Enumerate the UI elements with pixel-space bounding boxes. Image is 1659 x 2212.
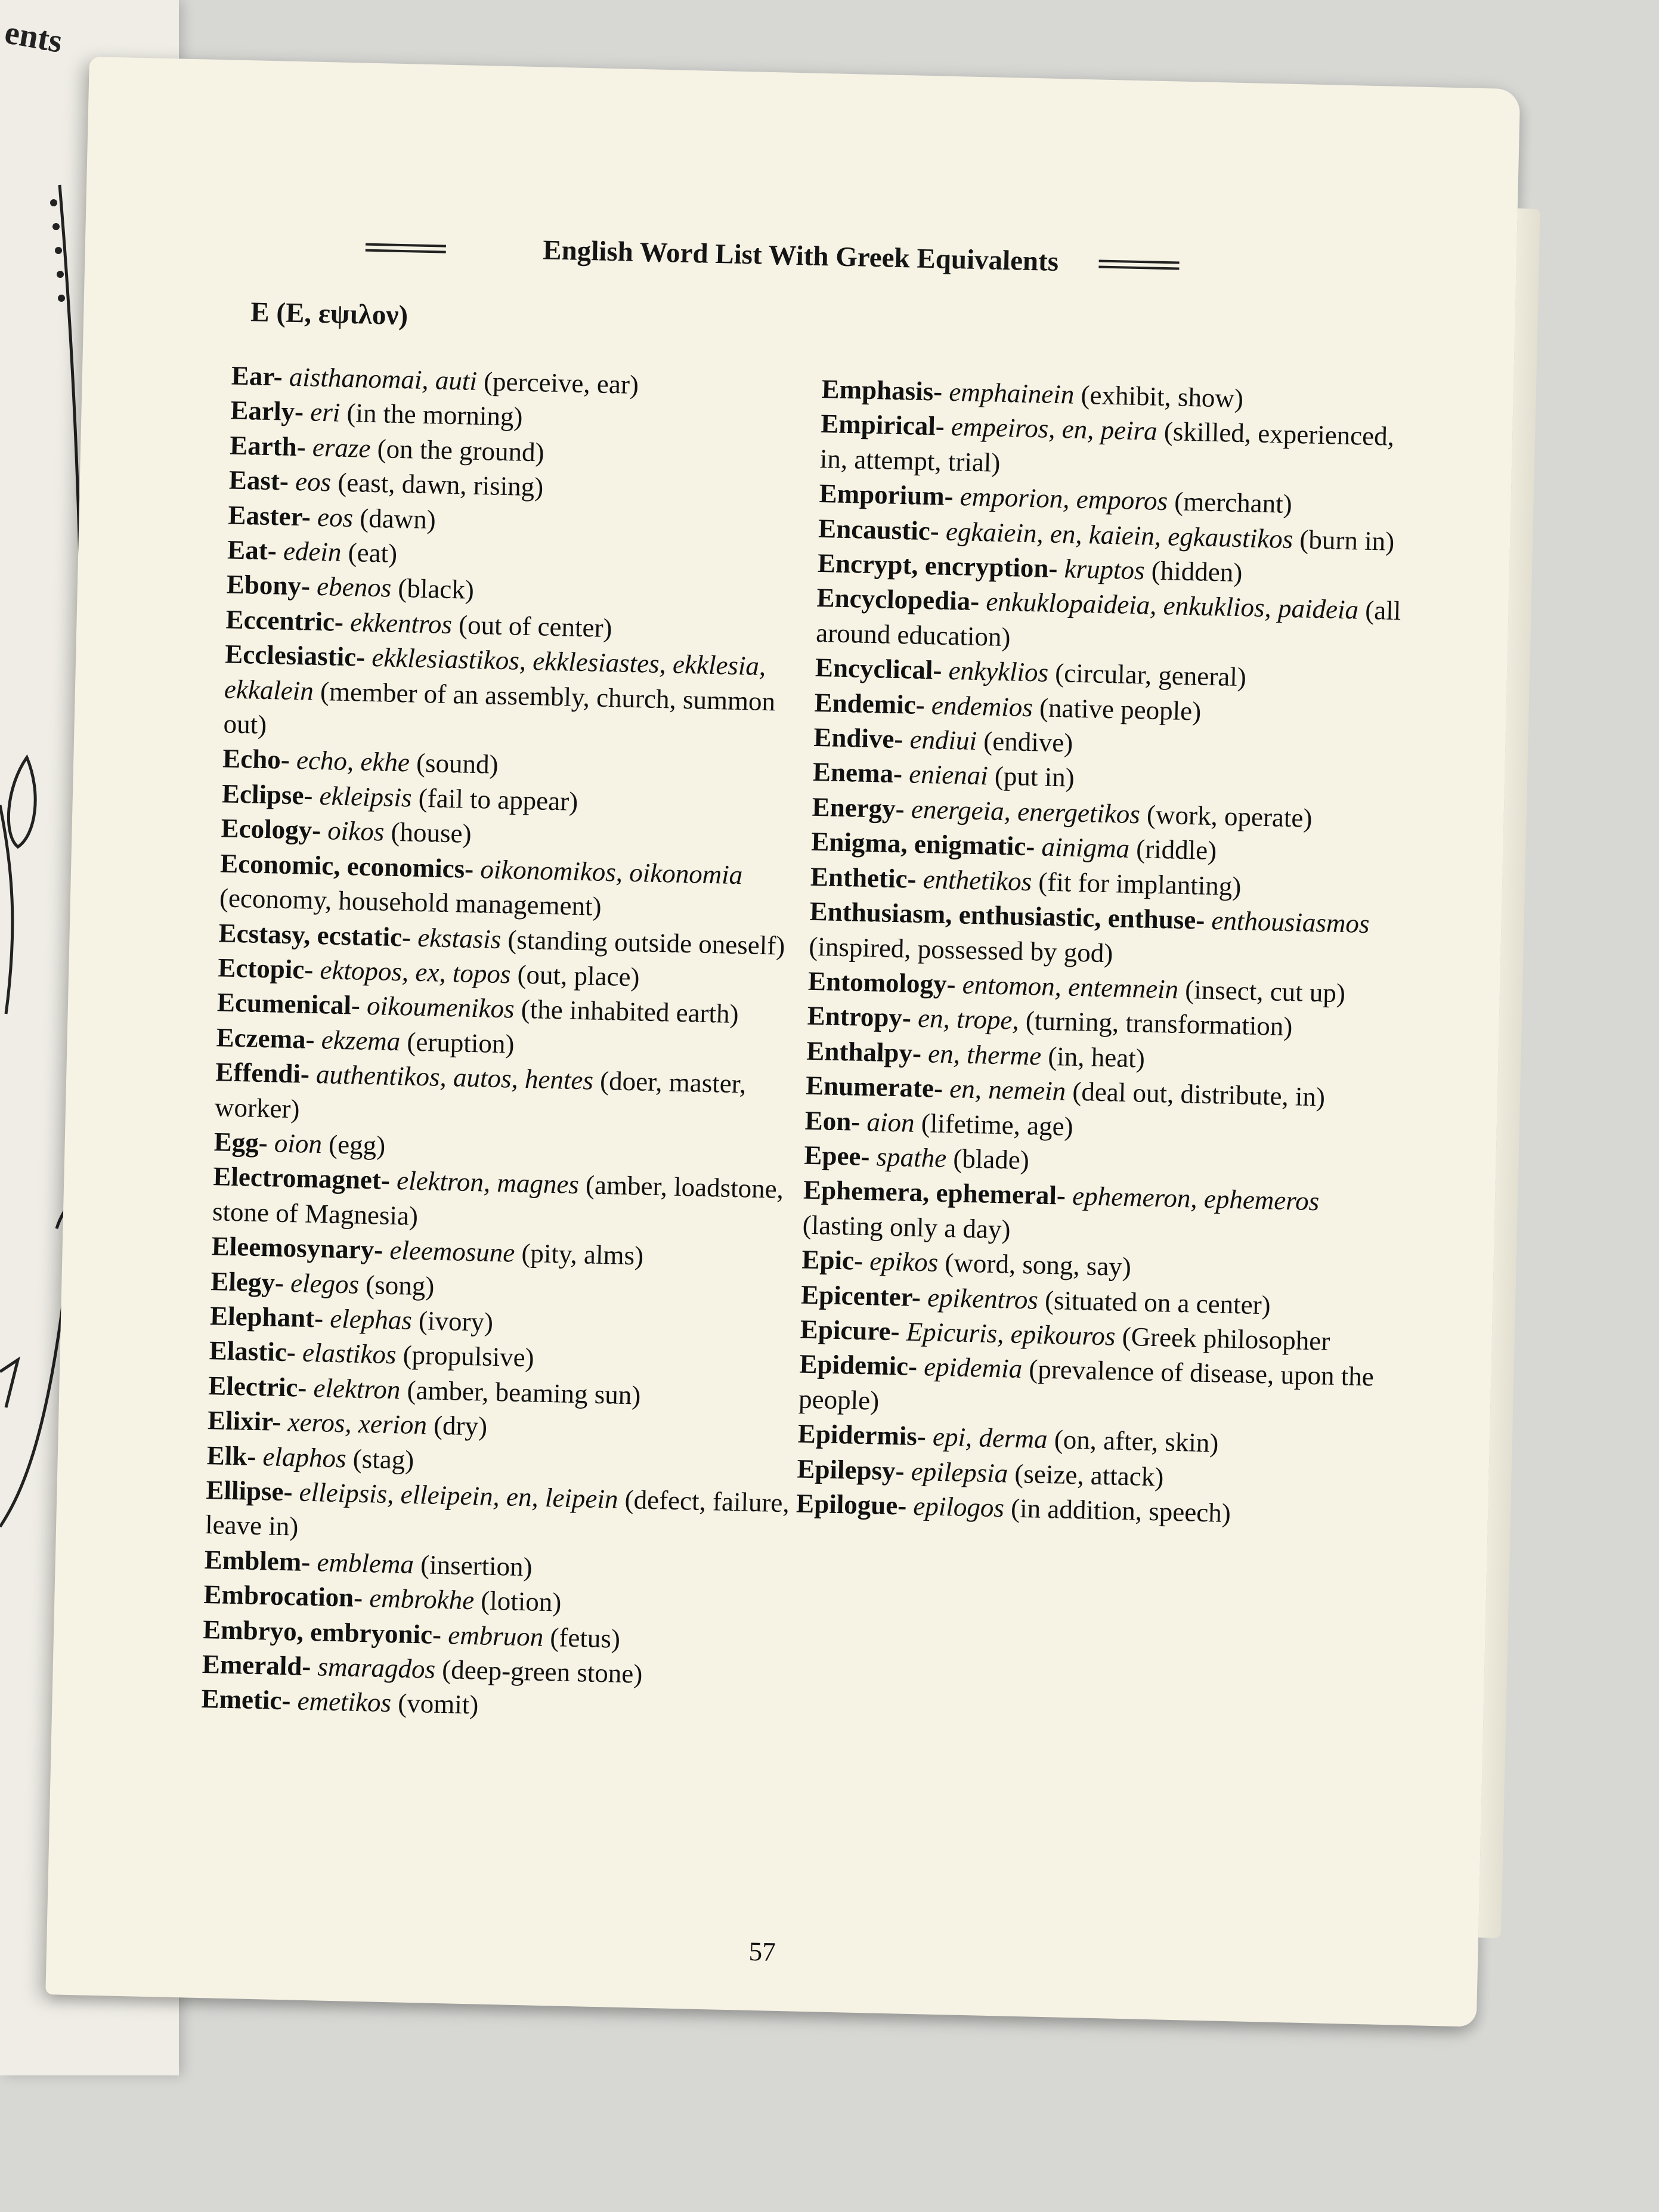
meaning-gloss: (out of center) [458,610,613,643]
greek-equivalent: enthousiasmos [1211,905,1370,939]
english-term: Epidemic- [799,1348,918,1382]
meaning-gloss: (east, dawn, rising) [337,467,544,502]
english-term: Energy- [812,791,905,824]
english-term: Enigma, enigmatic- [810,827,1035,862]
greek-equivalent: epikos [869,1246,939,1277]
greek-equivalent: eleemosune [389,1235,515,1268]
english-term: Entomology- [807,966,957,1000]
english-term: Elastic- [209,1335,296,1368]
greek-equivalent: echo, ekhe [296,745,410,778]
left-page-heading-fragment: ents [2,14,66,60]
greek-equivalent: elleipsis, elleipein, en, leipein [299,1477,619,1514]
meaning-gloss: (vomit) [397,1688,479,1720]
greek-equivalent: emphainein [948,376,1075,410]
meaning-gloss: (eruption) [406,1026,515,1059]
meaning-gloss: (exhibit, show) [1081,379,1244,414]
meaning-gloss: (standing outside oneself) [507,924,785,961]
meaning-gloss: (ivory) [418,1305,494,1337]
english-term: Epilepsy- [797,1453,905,1486]
word-entry [809,894,1406,977]
english-term: Endive- [813,722,903,754]
meaning-gloss: (hidden) [1151,555,1243,588]
greek-equivalent: enkuklopaideia, enkuklios, paideia [985,586,1359,625]
greek-equivalent: ebenos [316,571,392,604]
greek-equivalent: aion [866,1106,915,1138]
meaning-gloss: (work, operate) [1146,799,1313,833]
left-word-column [201,358,828,1730]
greek-equivalent: Epicuris, epikouros [906,1316,1116,1351]
meaning-gloss: (the inhabited earth) [521,994,739,1029]
english-term: Endemic- [814,687,926,720]
english-term: Epee- [803,1140,871,1172]
meaning-gloss: (doer, master, worker) [214,1065,747,1124]
greek-equivalent: emporion, emporos [960,481,1168,516]
greek-equivalent: egkaiein, en, kaiein, egkaustikos [945,516,1293,554]
greek-equivalent: ekzema [321,1024,401,1056]
meaning-gloss: (on, after, skin) [1054,1424,1219,1458]
english-term: Eccentric- [225,604,344,637]
meaning-gloss: (dawn) [359,503,437,534]
word-entry [798,1347,1396,1430]
english-term: Early- [230,395,304,427]
greek-equivalent: en, therme [927,1038,1042,1071]
english-term: Egg- [213,1127,268,1158]
english-term: Electric- [208,1370,307,1403]
greek-equivalent: epilepsia [911,1456,1008,1489]
english-term: Elegy- [210,1266,284,1298]
meaning-gloss: (word, song, say) [944,1248,1132,1282]
right-word-column [796,372,1418,1535]
greek-equivalent: endemios [931,689,1033,722]
english-term: Ephemera, ephemeral- [803,1175,1066,1211]
english-term: Enthusiasm, enthusiastic, enthuse- [809,896,1205,935]
greek-equivalent: elegos [290,1267,360,1300]
page-stack-edge [1478,208,1540,1938]
english-term: Enthetic- [810,861,917,894]
word-entry [214,1054,812,1137]
meaning-gloss: (native people) [1039,692,1202,726]
english-term: Economic, economics- [219,848,474,884]
greek-equivalent: ektopos, ex, topos [320,955,511,989]
meaning-gloss: (propulsive) [403,1339,535,1373]
english-term: Entropy- [807,1001,912,1033]
english-term: Elixir- [207,1405,282,1437]
greek-equivalent: emblema [316,1547,414,1579]
meaning-gloss: (blade) [952,1143,1030,1175]
meaning-gloss: (member of an assembly, church, summon out) [223,676,776,740]
meaning-gloss: (deep-green stone) [441,1654,643,1689]
english-term: Ectopic- [217,952,314,985]
english-term: Enumerate- [805,1070,943,1104]
meaning-gloss: (on the ground) [377,433,545,468]
meaning-gloss: (inspired, possessed by god) [808,931,1113,968]
greek-equivalent: oikonomikos, oikonomia [479,853,743,890]
english-term: Eat- [227,534,277,566]
greek-equivalent: enkyklios [948,655,1049,688]
meaning-gloss: (endive) [983,726,1073,758]
english-term: Emerald- [202,1649,311,1682]
english-term: Echo- [222,743,290,775]
english-term: Elk- [206,1440,256,1471]
section-letter-heading: E (Ε, εψιλον) [250,296,408,332]
meaning-gloss: (economy, household management) [219,883,602,921]
meaning-gloss: (sound) [416,748,499,780]
english-term: Embryo, embryonic- [202,1614,442,1650]
meaning-gloss: (defect, failure, leave in) [205,1484,790,1542]
meaning-gloss: (out, place) [517,959,640,992]
word-entry [816,580,1413,663]
meaning-gloss: (burn in) [1299,524,1395,556]
meaning-gloss: (insertion) [420,1549,533,1582]
meaning-gloss: (put in) [994,761,1075,793]
book-page [45,57,1520,2027]
meaning-gloss: (fit for implanting) [1038,867,1242,901]
english-term: Encyclopedia- [816,583,980,617]
english-term: Encyclical- [815,652,943,685]
greek-equivalent: epi, derma [932,1421,1048,1455]
english-term: Epidermis- [797,1418,927,1452]
greek-equivalent: epidemia [923,1351,1023,1384]
meaning-gloss: (perceive, ear) [483,366,639,400]
greek-equivalent: ekleipsis [319,780,413,813]
english-term: Eclipse- [221,778,314,810]
english-term: Emetic- [201,1684,292,1716]
english-term: Eleemosynary- [211,1231,383,1265]
meaning-gloss: (skilled, experienced, in, attempt, trial) [819,416,1395,478]
meaning-gloss: (in the morning) [346,398,523,432]
greek-equivalent: endiui [909,724,977,756]
english-term: Effendi- [215,1057,310,1089]
english-term: Enema- [812,757,903,789]
greek-equivalent: xeros, xerion [287,1407,428,1440]
meaning-gloss: (Greek philosopher [1122,1321,1330,1356]
greek-equivalent: oikos [327,815,385,847]
english-term: Electromagnet- [212,1161,391,1196]
english-term: Embrocation- [203,1579,363,1613]
greek-equivalent: eraze [312,432,372,463]
greek-equivalent: en, nemein [949,1073,1066,1106]
english-term: Elephant- [209,1301,324,1334]
meaning-gloss: (turning, transformation) [1025,1006,1293,1042]
english-term: Empirical- [820,409,945,442]
english-term: Easter- [228,500,311,532]
english-term: Epic- [801,1244,863,1276]
greek-equivalent: elephas [329,1303,413,1335]
greek-equivalent: entomon, entemnein [962,969,1179,1004]
english-term: Epilogue- [796,1488,907,1521]
english-term: Eon- [804,1105,861,1137]
english-term: Ebony- [226,569,311,602]
meaning-gloss: (black) [397,573,475,605]
page-header-title: English Word List With Greek Equivalents [542,234,1059,277]
english-term: Emblem- [204,1544,311,1577]
greek-equivalent: eos [317,502,354,533]
word-entry [212,1159,809,1242]
english-term: Ellipse- [205,1475,293,1507]
page-number: 57 [748,1936,776,1967]
meaning-gloss: (situated on a center) [1044,1285,1271,1320]
meaning-gloss: (lifetime, age) [921,1107,1074,1141]
greek-equivalent: elektron, magnes [396,1165,580,1200]
english-term: Encrypt, encryption- [817,547,1058,584]
meaning-gloss: (circular, general) [1054,658,1247,692]
greek-equivalent: elektron [313,1372,401,1405]
greek-equivalent: oikoumenikos [366,991,515,1024]
meaning-gloss: (pity, alms) [521,1238,644,1271]
word-entry [802,1172,1400,1255]
english-term: Earth- [229,430,307,462]
greek-equivalent: spathe [876,1141,947,1174]
english-term: Eczema- [216,1022,315,1054]
english-term: Epicure- [800,1314,900,1347]
meaning-gloss: (prevalence of disease, upon the people) [798,1354,1375,1416]
greek-equivalent: ephemeron, ephemeros [1072,1181,1320,1217]
english-term: Encaustic- [818,513,940,546]
meaning-gloss: (deal out, distribute, in) [1072,1076,1326,1112]
meaning-gloss: (fail to appear) [418,782,578,816]
meaning-gloss: (seize, attack) [1014,1458,1164,1492]
english-term: Ecstasy, ecstatic- [218,917,411,952]
greek-equivalent: elaphos [262,1441,347,1473]
word-entry [819,406,1417,489]
meaning-gloss: (egg) [328,1129,386,1161]
greek-equivalent: ekstasis [417,922,502,954]
english-term: Ecology- [221,813,321,846]
greek-equivalent: elastikos [302,1338,397,1370]
meaning-gloss: (dry) [433,1410,488,1441]
meaning-gloss: (in, heat) [1047,1041,1146,1073]
greek-equivalent: eri [309,397,341,428]
greek-equivalent: edein [283,536,342,567]
english-term: Enthalpy- [806,1035,922,1068]
english-term: Emporium- [819,478,954,512]
greek-equivalent: ekkentros [349,607,453,639]
meaning-gloss: (insect, cut up) [1184,974,1346,1008]
greek-equivalent: ekklesiastikos, ekklesiastes, ekklesia, ekkalein [224,642,766,706]
meaning-gloss: (merchant) [1174,486,1293,519]
greek-equivalent: smaragdos [317,1651,436,1684]
greek-equivalent: enienai [908,759,989,791]
english-term: Emphasis- [821,374,943,407]
greek-equivalent: epilogos [912,1490,1005,1523]
meaning-gloss: (lotion) [480,1585,562,1617]
greek-equivalent: ainigma [1041,831,1130,864]
greek-equivalent: energeia, energetikos [911,794,1141,830]
meaning-gloss: (all around education) [815,595,1401,652]
greek-equivalent: embruon [447,1619,544,1652]
greek-equivalent: kruptos [1064,553,1146,586]
greek-equivalent: embrokhe [369,1583,475,1616]
greek-equivalent: authentikos, autos, hentes [315,1059,594,1096]
greek-equivalent: emetikos [297,1686,392,1718]
english-term: East- [228,465,289,496]
meaning-gloss: (fetus) [549,1622,621,1654]
meaning-gloss: (amber, beaming sun) [407,1375,641,1410]
greek-equivalent: eos [295,466,332,497]
greek-equivalent: aisthanomai, auti [289,361,478,396]
greek-equivalent: en, trope, [917,1003,1020,1036]
meaning-gloss: (stag) [352,1443,414,1475]
english-term: Ecclesiastic- [224,639,366,672]
greek-equivalent: oion [274,1128,323,1159]
meaning-gloss: (riddle) [1135,834,1217,866]
english-term: Epicenter- [800,1279,921,1312]
word-entry [223,637,822,755]
word-entry [205,1472,803,1555]
meaning-gloss: (house) [391,817,472,849]
english-term: Ear- [231,360,283,392]
greek-equivalent: enthetikos [923,864,1032,896]
greek-equivalent: epikentros [927,1282,1039,1315]
greek-equivalent: empeiros, en, peira [951,412,1158,447]
meaning-gloss: (amber, loadstone, stone of Magnesia) [212,1170,784,1231]
english-term: Ecumenical- [216,987,361,1021]
meaning-gloss: (in addition, speech) [1010,1493,1231,1529]
meaning-gloss: (song) [365,1269,435,1301]
meaning-gloss: (lasting only a day) [802,1209,1011,1245]
meaning-gloss: (eat) [348,537,398,568]
word-entry [219,846,816,929]
